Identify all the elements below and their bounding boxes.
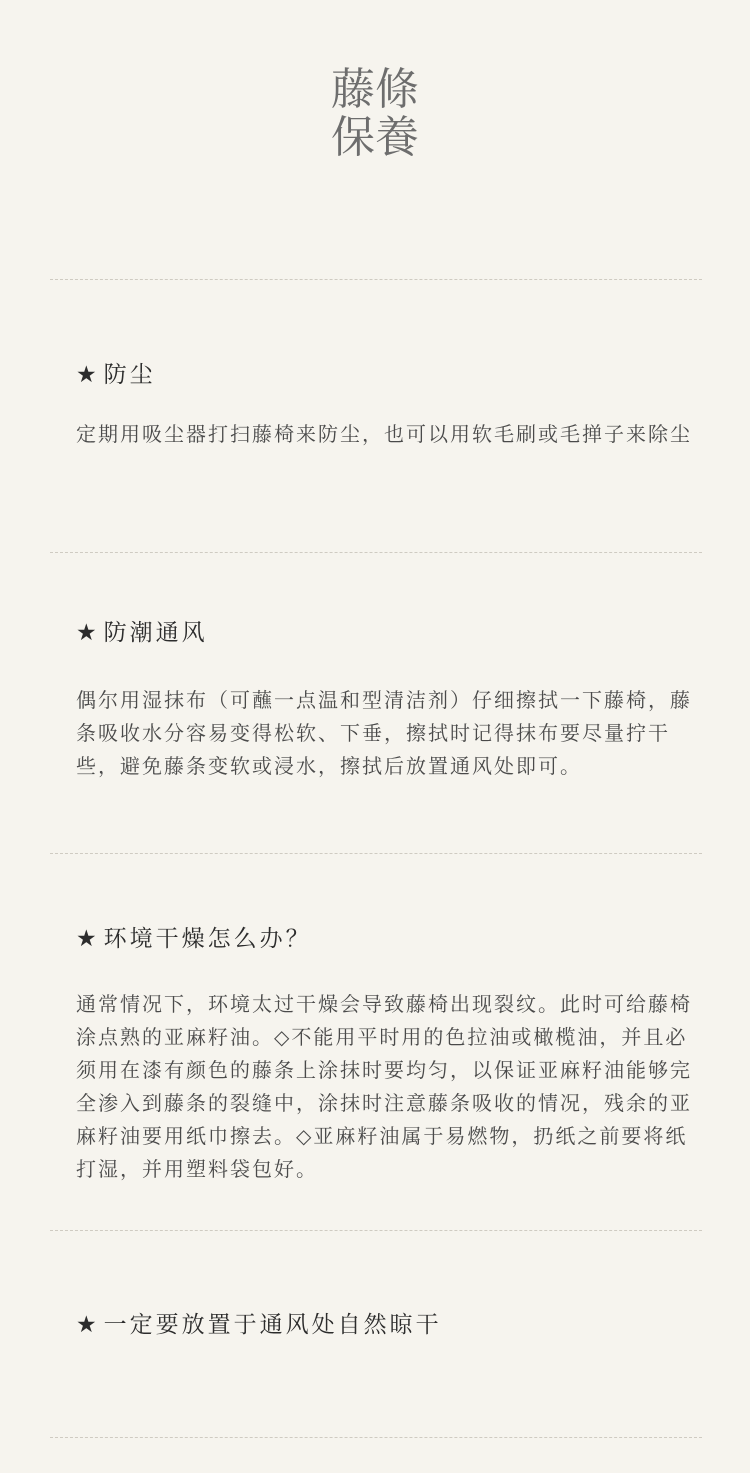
title-line-1: 藤條 (331, 64, 419, 115)
star-icon: ★ (76, 926, 100, 952)
section-heading-dust (76, 360, 156, 390)
star-icon: ★ (76, 620, 100, 646)
divider (50, 279, 702, 280)
divider (50, 853, 702, 854)
star-icon: ★ (76, 1312, 100, 1338)
page-title (0, 66, 750, 162)
star-icon: ★ (76, 362, 100, 388)
section-heading-dryness (76, 924, 312, 954)
section-body-dust: 定期用吸尘器打扫藤椅来防尘，也可以用软毛刷或毛掸子来除尘 (76, 422, 692, 446)
divider (50, 1437, 702, 1438)
section-body-moisture: 偶尔用湿抹布（可蘸一点温和型清洁剂）仔细擦拭一下藤椅，藤条吸收水分容易变得松软、下垂，擦拭时记得抹布要尽量拧干些，避免藤条变软或浸水，擦拭后放置通风处即可。 (76, 688, 692, 778)
section-heading-text: 防潮通风 (103, 620, 208, 646)
divider (50, 1230, 702, 1231)
section-heading-text: 环境干燥怎么办？ (103, 926, 312, 952)
title-line-2: 保養 (331, 112, 419, 163)
section-heading-moisture (76, 618, 208, 648)
section-heading-text: 一定要放置于通风处自然晾干 (103, 1312, 442, 1338)
section-heading-drying (76, 1310, 442, 1340)
divider (50, 552, 702, 553)
section-body-dryness: 通常情况下，环境太过干燥会导致藤椅出现裂纹。此时可给藤椅涂点熟的亚麻籽油。◇不能用平时用的色拉油或橄榄油，并且必须用在漆有颜色的藤条上涂抹时要均匀，以保证亚麻籽油能够完全渗入到藤条的裂缝中，涂抹时注意藤条吸收的情况，残余的亚麻籽油要用纸巾擦去。◇亚麻籽油属于易燃物，扔纸之前要将纸打湿，并用塑料袋包好。 (76, 992, 692, 1181)
section-heading-text: 防尘 (103, 362, 156, 388)
